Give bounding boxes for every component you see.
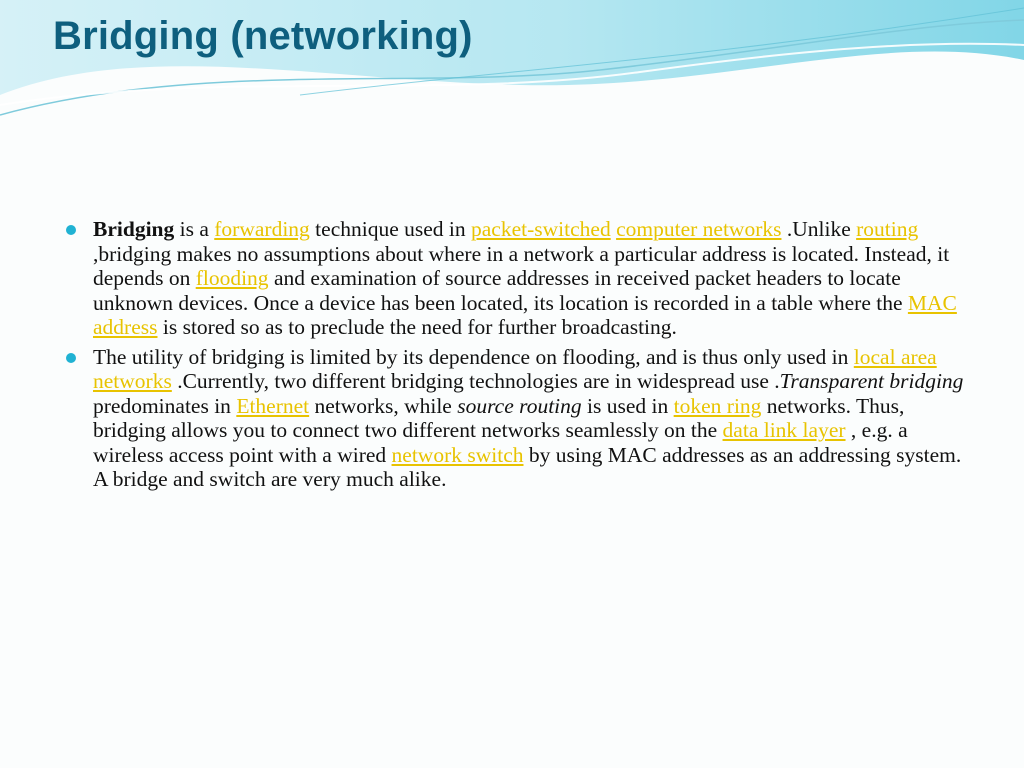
hyperlink[interactable]: token ring [673,393,762,418]
body-text: is stored so as to preclude the need for further broadcasting. [157,315,677,339]
hyperlink[interactable]: routing [856,217,919,241]
bullet-item [66,345,966,492]
hyperlink[interactable]: local area networks [93,344,937,393]
hyperlink[interactable]: data link layer [722,418,846,442]
body-text: .Currently, two different bridging technologies are in widespread use . [171,369,780,393]
body-text: , e.g. a wireless access point with a wired [93,418,908,467]
hyperlink[interactable]: Ethernet [236,393,310,418]
body-text: ,bridging makes no assumptions about where in a network a particular address is located. Instead, it depends on [93,241,950,290]
body-text: is used in [581,393,674,418]
body-text: The utility of bridging is limited by its dependence on flooding, and is thus only used in [93,344,854,369]
hyperlink[interactable]: computer networks [616,217,782,241]
hyperlink[interactable]: forwarding [214,217,310,241]
body-text: predominates in [93,393,237,418]
body-text: technique used in [309,217,472,241]
hyperlink[interactable]: flooding [195,266,269,290]
body-text: by using MAC addresses as an addressing system. A bridge and switch are very much alike. [93,442,962,491]
hyperlink[interactable]: MAC address [93,290,957,339]
body-text: and examination of source addresses in received packet headers to locate unknown devices. Once a device has been located, its location is recorded in a table where the [93,266,908,315]
body-text: networks. Thus, bridging allows you to connect two different networks seamlessly on the [93,393,905,442]
bullet-dot-icon [66,353,76,363]
bullet-list [66,217,966,497]
body-text: networks, while [309,393,458,418]
hyperlink[interactable]: network switch [391,442,524,467]
body-text: is a [174,217,215,241]
bullet-dot-icon [66,225,76,235]
italic-term: source routing [457,393,582,418]
slide-title: Bridging (networking) [53,14,473,58]
body-text: .Unlike [781,217,857,241]
bold-term: Bridging [93,217,175,241]
hyperlink[interactable]: packet-switched [471,217,611,241]
bullet-item [66,217,966,340]
italic-term: Transparent bridging [779,369,964,393]
